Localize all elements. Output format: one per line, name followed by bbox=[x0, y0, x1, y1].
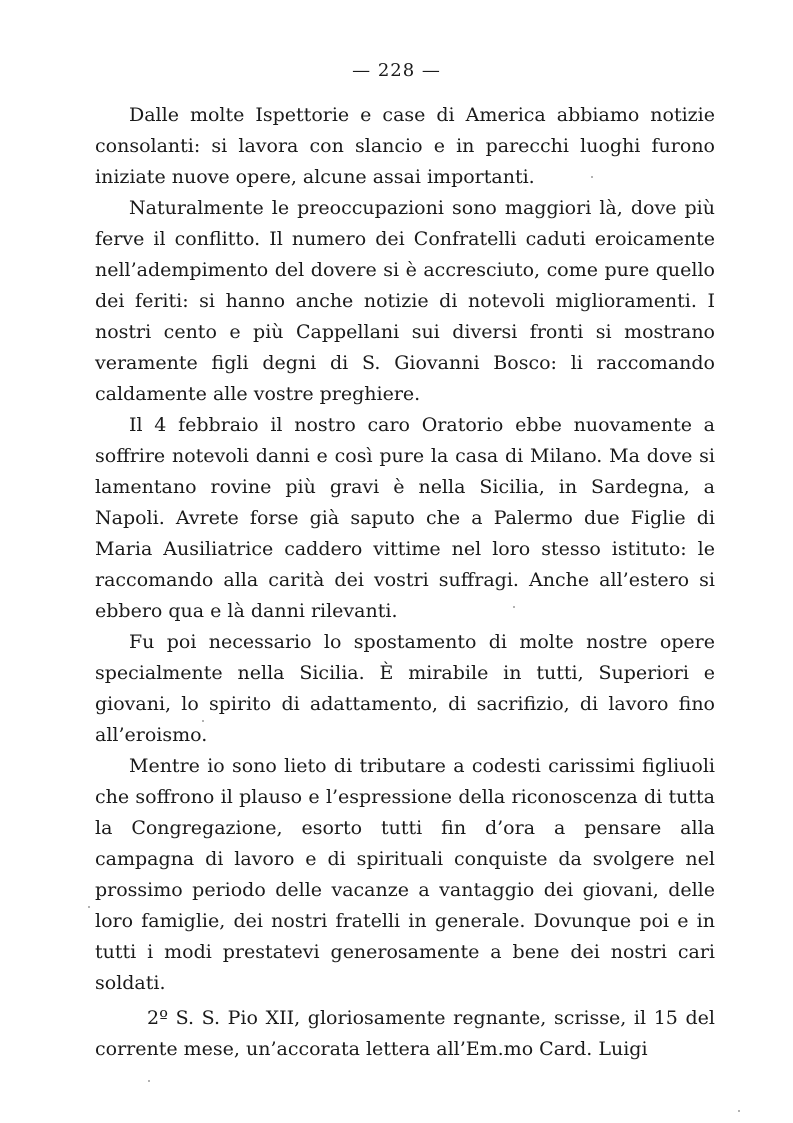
scan-speck bbox=[591, 176, 593, 178]
scan-speck bbox=[202, 720, 204, 722]
paragraph: Il 4 febbraio il nostro caro Oratorio ebbe nuovamente a soffrire notevoli danni e così pure la casa di Milano. Ma dove si lamentano rovine più gravi è nella Sicilia, in Sardegna, a Napoli. Avrete forse già saputo che a Palermo due Figlie di Maria Ausiliatrice caddero vittime nel loro stesso istituto: le raccomando alla carità dei vostri suffragi. Anche all’estero si ebbero qua e là danni rilevanti. bbox=[95, 414, 715, 622]
scan-speck bbox=[513, 606, 515, 608]
paragraph: Dalle molte Ispettorie e case di America abbiamo notizie consolanti: si lavora con slancio e in parecchi luoghi furono iniziate nuove opere, alcune assai importanti. bbox=[95, 104, 715, 188]
paragraph: Fu poi necessario lo spostamento di molte nostre opere specialmente nella Sicilia. È mirabile in tutti, Superiori e giovani, lo spirito di adattamento, di sacrifizio, di lavoro fino all’eroismo. bbox=[95, 631, 715, 746]
scan-speck bbox=[738, 1110, 740, 1112]
numbered-section bbox=[95, 1003, 715, 1065]
scan-speck bbox=[88, 906, 90, 908]
paragraph: Mentre io sono lieto di tributare a codesti carissimi figliuoli che soffrono il plauso e l’espressione della riconoscenza di tutta la Congregazione, esorto tutti fin d’ora a pensare alla campagna di lavoro e di spirituali conquiste da svolgere nel prossimo periodo delle vacanze a vantaggio dei giovani, delle loro famiglie, dei nostri fratelli in generale. Dovunque poi e in tutti i modi prestatevi generosamente a bene dei nostri cari soldati. bbox=[95, 755, 715, 994]
section-paragraph: 2º S. S. Pio XII, gloriosamente regnante, scrisse, il 15 del corrente mese, un’accorata lettera all’Em.mo Card. Luigi bbox=[95, 1007, 715, 1060]
paragraph: Naturalmente le preoccupazioni sono maggiori là, dove più ferve il conflitto. Il numero dei Confratelli caduti eroicamente nell’adempimento del dovere si è accresciuto, come pure quello dei feriti: si hanno anche notizie di notevoli miglioramenti. I nostri cento e più Cappellani sui diversi fronti si mostrano veramente figli degni di S. Giovanni Bosco: li raccomando caldamente alle vostre preghiere. bbox=[95, 197, 715, 405]
scan-speck bbox=[148, 1080, 150, 1082]
page-number: — 228 — bbox=[352, 60, 441, 81]
body-text bbox=[95, 100, 715, 999]
